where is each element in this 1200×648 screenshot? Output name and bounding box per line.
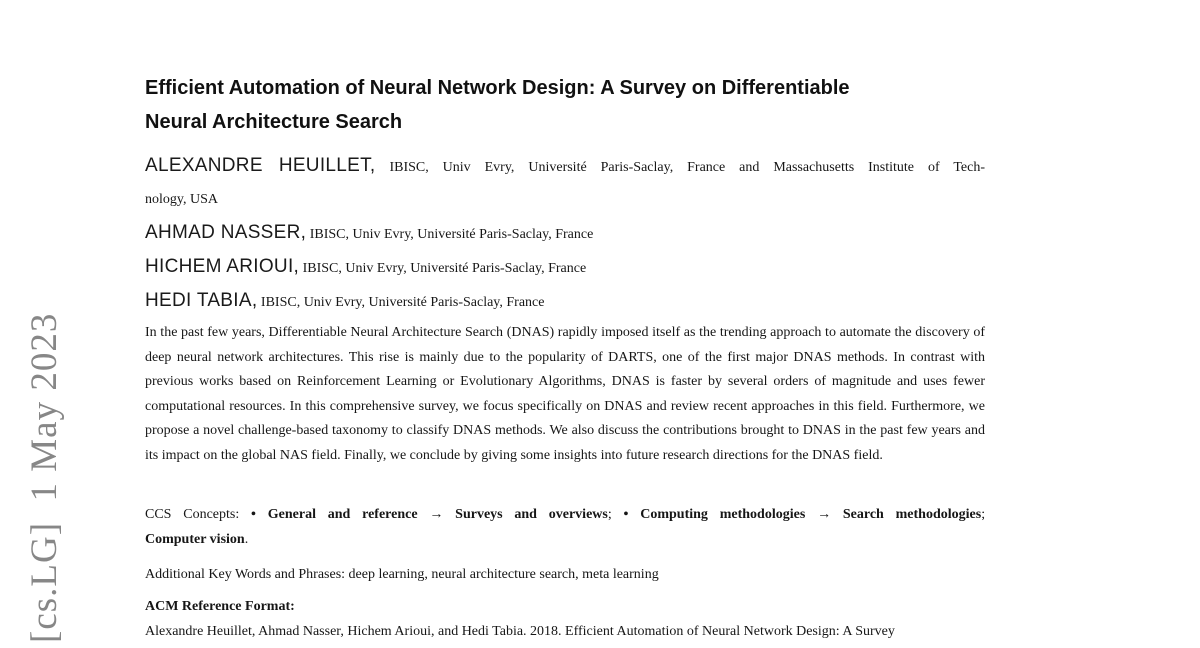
abstract-text: In the past few years, Differentiable Neural Architecture Search (DNAS) rapidly imposed itself as the trending approach to automate the discovery of deep neural network architectures. This rise is mainly due to the popularity of DARTS, one of the first major DNAS methods. In contrast with previous works based on Reinforcement Learning or Evolutionary Algorithms, DNAS is faster by several orders of magnitude and uses fewer computational resources. In this comprehensive survey, we focus specifically on DNAS and review recent approaches in this field. Furthermore, we propose a novel challenge-based taxonomy to classify DNAS methods. We also discuss the contributions brought to DNAS in the past few years and its impact on the global NAS field. Finally, we conclude by giving some insights into future research directions for the DNAS field. [145, 325, 985, 463]
paper-title-line-1: Efficient Automation of Neural Network Design: A Survey on Differentiable [145, 77, 850, 99]
author-line-2 [145, 217, 985, 251]
author-3-name: HICHEM ARIOUI, [145, 255, 300, 277]
ccs-concepts-line-2: Computer vision. [145, 532, 249, 547]
author-2-affiliation: IBISC, Univ Evry, Université Paris-Saclay, France [306, 226, 594, 242]
author-block [145, 150, 985, 319]
author-1-affiliation: IBISC, Univ Evry, Université Paris-Saclay, France and Massachusetts Institute of Tech- [375, 160, 985, 175]
keywords-line: Additional Key Words and Phrases: deep learning, neural architecture search, meta learning [145, 567, 659, 582]
author-line-4 [145, 285, 985, 319]
ccs-concepts-line-1: CCS Concepts: • General and reference → Surveys and overviews; • Computing methodologies → Search methodologies; [145, 507, 986, 522]
author-line-3 [145, 251, 985, 285]
author-line-1 [145, 150, 985, 184]
author-4-name: HEDI TABIA, [145, 290, 258, 312]
author-1-name: ALEXANDRE HEUILLET, [145, 155, 376, 176]
paper-title [145, 71, 985, 139]
arxiv-watermark-label: [cs.LG] 1 May 2023 [24, 312, 65, 643]
author-3-affiliation: IBISC, Univ Evry, Université Paris-Saclay, France [299, 260, 587, 276]
ccs-concepts [145, 502, 985, 552]
author-4-affiliation: IBISC, Univ Evry, Université Paris-Saclay, France [257, 295, 545, 311]
paper-title-line-2: Neural Architecture Search [145, 111, 403, 133]
author-2-name: AHMAD NASSER, [145, 221, 307, 243]
acm-reference-format-label: ACM Reference Format: [145, 599, 295, 614]
acm-reference-citation: Alexandre Heuillet, Ahmad Nasser, Hichem Arioui, and Hedi Tabia. 2018. Efficient Automation of Neural Network Design: A Survey [145, 624, 895, 639]
author-1-affiliation-continued: nology, USA [145, 192, 218, 208]
